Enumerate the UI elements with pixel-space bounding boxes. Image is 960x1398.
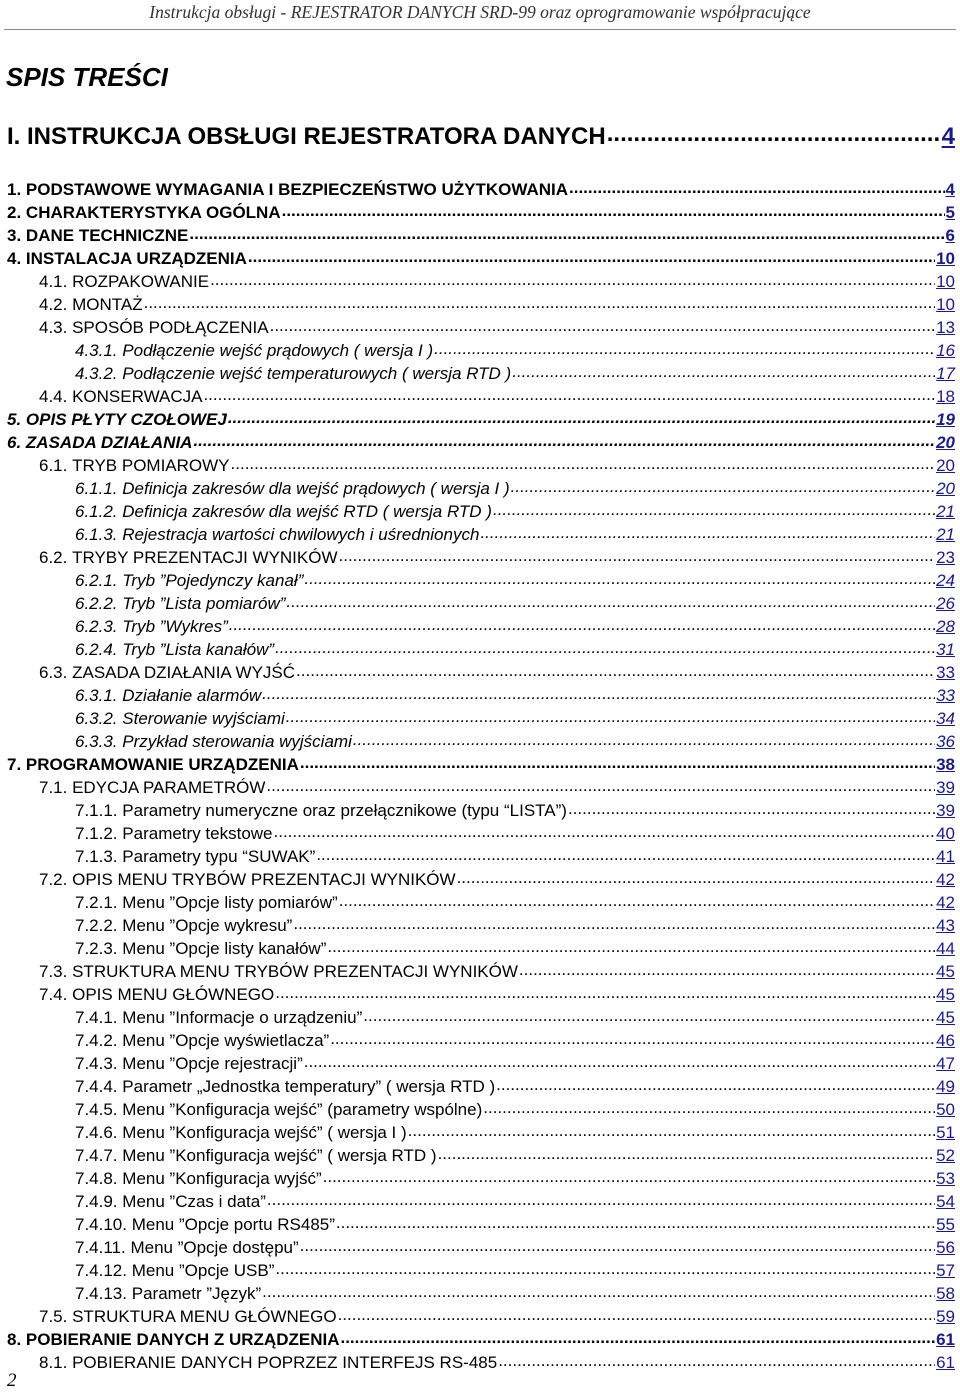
toc-entry-number: 7.4.3. [75,1054,118,1073]
toc-entry-title: POBIERANIE DANYCH Z URZĄDZENIA [25,1330,340,1349]
toc-page-link[interactable]: 38 [936,755,955,774]
toc-entry-number: 7.4.4. [75,1077,118,1096]
toc-entry[interactable] [0,1213,955,1235]
dot-leader [293,914,935,931]
toc-entry-number: 7.3. [39,962,68,981]
toc-entry[interactable] [0,1144,955,1166]
dot-leader [286,592,935,609]
toc-entry-title: Parametr ”Język” [131,1284,262,1303]
dot-leader [339,546,936,563]
toc-page-link[interactable]: 40 [936,824,955,843]
toc-entry[interactable] [0,707,955,729]
toc-page-link[interactable]: 20 [936,479,955,498]
dot-leader [330,1029,935,1046]
toc-entry-title: INSTRUKCJA OBSŁUGI REJESTRATORA DANYCH [27,123,606,150]
toc-entry-number: 7.2.2. [75,916,118,935]
toc-entry[interactable] [0,339,955,361]
toc-entry[interactable] [0,523,955,545]
toc-entry[interactable] [0,293,955,315]
toc-entry-number: 4.3.1. [75,341,118,360]
dot-leader [266,776,935,793]
toc-entry-number: 7.4.13. [75,1284,127,1303]
toc-entry-title: Menu ”Opcje dostępu” [130,1238,299,1257]
toc-entry[interactable] [0,431,955,453]
toc-entry[interactable] [0,500,955,522]
toc-entry-number: 6.2.4. [75,640,118,659]
toc-page-link[interactable]: 10 [936,272,955,291]
toc-entry[interactable] [0,1052,955,1074]
toc-entry[interactable] [0,845,955,867]
toc-title: SPIS TREŚCI [6,62,168,92]
dot-leader [339,891,935,908]
toc-entry[interactable] [0,960,955,982]
toc-page-link[interactable]: 20 [936,456,955,475]
toc-entry[interactable] [0,224,955,246]
toc-entry-number: 7.4.5. [75,1100,118,1119]
toc-entry[interactable] [0,477,955,499]
toc-entry[interactable] [0,1075,955,1097]
toc-entry-title: Podłączenie wejść prądowych ( wersja I ) [122,341,434,360]
dot-leader [511,477,935,494]
toc-entry-title: Menu ”Konfiguracja wyjść” [122,1169,322,1188]
toc-page-link[interactable]: 5 [945,203,955,222]
toc-entry[interactable] [0,1098,955,1120]
toc-entry[interactable] [0,247,955,269]
dot-leader [282,201,945,218]
toc-page-link[interactable]: 10 [936,295,955,314]
toc-page-link[interactable]: 59 [936,1307,955,1326]
dot-leader [275,638,935,655]
toc-entry-number: 4.1. [39,272,68,291]
toc-entry[interactable] [0,1305,955,1327]
dot-leader [262,1282,935,1299]
toc-page-link[interactable]: 33 [936,686,955,705]
dot-leader [270,316,935,333]
toc-entry-title: Tryb ”Pojedynczy kanał” [122,571,304,590]
toc-entry-title: MONTAŻ [72,295,143,314]
dot-leader [229,615,935,632]
toc-entry[interactable] [0,316,955,338]
toc-page-link[interactable]: 42 [936,893,955,912]
toc-entry-title: Sterowanie wyjściami [122,709,285,728]
toc-entry-number: 1. [7,180,22,199]
toc-entry-title: STRUKTURA MENU TRYBÓW PREZENTACJI WYNIKÓW [72,962,518,981]
dot-leader [480,523,935,540]
toc-entry[interactable] [0,799,955,821]
toc-entry-title: Menu ”Opcje wyświetlacza” [122,1031,330,1050]
toc-page-link[interactable]: 31 [936,640,955,659]
toc-entry-title: OPIS MENU GŁÓWNEGO [72,985,275,1004]
toc-entry-title: Menu ”Opcje USB” [131,1261,275,1280]
toc-entry-title: ZASADA DZIAŁANIA [25,433,193,452]
dot-leader [300,1236,935,1253]
toc-page-link[interactable]: 16 [936,341,955,360]
toc-entry-number: 7. [7,755,22,774]
dot-leader [607,120,941,144]
dot-leader [327,937,935,954]
toc-entry-title: Tryb ”Lista pomiarów” [122,594,286,613]
toc-entry[interactable] [0,1167,955,1189]
toc-entry-title: POBIERANIE DANYCH POPRZEZ INTERFEJS RS-485 [72,1353,498,1372]
dot-leader [304,569,935,586]
toc-entry-number: 7.4.9. [75,1192,118,1211]
dot-leader [512,362,935,379]
toc-entry-number: 6.1.2. [75,502,118,521]
toc-entry-number: 7.4.6. [75,1123,118,1142]
toc-page-link[interactable]: 33 [936,663,955,682]
toc-page-link[interactable]: 4 [945,180,955,199]
toc-entry-title: INSTALACJA URZĄDZENIA [25,249,247,268]
dot-leader [262,684,935,701]
toc-entry-title: ZASADA DZIAŁANIA WYJŚĆ [72,663,296,682]
toc-entry-title: Menu ”Opcje rejestracji” [122,1054,303,1073]
toc-entry[interactable] [0,914,955,936]
dot-leader [203,385,935,402]
toc-entry[interactable] [0,454,955,476]
toc-entry[interactable] [0,868,955,890]
toc-entry[interactable] [0,120,955,151]
toc-entry-number: 3. [7,226,22,245]
toc-page-link[interactable]: 34 [936,709,955,728]
toc-entry-number: 4.4. [39,387,68,406]
dot-leader [457,868,936,885]
toc-entry-title: Parametry tekstowe [122,824,273,843]
toc-entry-number: 6.1. [39,456,68,475]
dot-leader [296,661,935,678]
toc-entry-number: 6.2. [39,548,68,567]
toc-entry[interactable] [0,638,955,660]
dot-leader [304,1052,935,1069]
toc-entry[interactable] [0,1006,955,1028]
toc-page-link[interactable]: 45 [936,962,955,981]
toc-page-link[interactable]: 36 [936,732,955,751]
toc-entry[interactable] [0,1121,955,1143]
toc-entry[interactable] [0,178,955,200]
dot-leader [189,224,944,241]
toc-entry-title: EDYCJA PARAMETRÓW [72,778,266,797]
toc-page-link[interactable]: 61 [936,1353,955,1372]
toc-entry[interactable] [0,1328,955,1350]
toc-entry[interactable] [0,569,955,591]
dot-leader [363,1006,935,1023]
toc-entry-title: Parametr „Jednostka temperatury” ( wersja RTD ) [122,1077,496,1096]
dot-leader [267,1190,935,1207]
toc-entry[interactable] [0,684,955,706]
toc-entry-number: 7.4.12. [75,1261,127,1280]
toc-entry[interactable] [0,937,955,959]
dot-leader [193,431,935,448]
toc-page-link[interactable]: 42 [936,870,955,889]
dot-leader [286,707,935,724]
toc-page-link[interactable]: 39 [936,801,955,820]
dot-leader [338,1305,936,1322]
toc-entry-number: 7.2.1. [75,893,118,912]
toc-entry-title: Menu ”Informacje o urządzeniu” [122,1008,363,1027]
dot-leader [275,983,935,1000]
toc-page-link[interactable]: 58 [936,1284,955,1303]
toc-entry-title: Rejestracja wartości chwilowych i uśrednionych [122,525,480,544]
toc-entry-title: Menu ”Konfiguracja wejść” ( wersja RTD ) [122,1146,437,1165]
toc-page-link[interactable]: 39 [936,778,955,797]
toc-entry-title: Parametry typu “SUWAK” [122,847,316,866]
toc-entry-number: 4. [7,249,22,268]
toc-entry-number: 4.3. [39,318,68,337]
toc-entry-title: Menu ”Opcje listy kanałów” [122,939,327,958]
toc-page-link[interactable]: 51 [936,1123,955,1142]
toc-entry-title: Definicja zakresów dla wejść prądowych ( wersja I ) [122,479,510,498]
toc-entry-title: Podłączenie wejść temperaturowych ( wersja RTD ) [122,364,512,383]
toc-entry-number: 6.1.1. [75,479,118,498]
toc-entry[interactable] [0,822,955,844]
toc-entry[interactable] [0,1236,955,1258]
dot-leader [316,845,935,862]
toc-page-link[interactable]: 28 [936,617,955,636]
toc-entry-number: 6.3. [39,663,68,682]
toc-entry-number: 6.3.3. [75,732,118,751]
toc-entry[interactable] [0,730,955,752]
dot-leader [323,1167,935,1184]
toc-entry-title: Definicja zakresów dla wejść RTD ( wersja RTD ) [122,502,492,521]
dot-leader [144,293,935,310]
toc-page-link[interactable]: 23 [936,548,955,567]
dot-leader [483,1098,935,1115]
toc-entry-number: 7.5. [39,1307,68,1326]
toc-entry-number: 7.4.7. [75,1146,118,1165]
toc-entry-number: 8. [7,1330,22,1349]
running-header: Instrukcja obsługi - REJESTRATOR DANYCH SRD-99 oraz oprogramowanie współpracujące [149,2,811,22]
toc-entry-number: 7.2.3. [75,939,118,958]
toc-entry-title: Menu ”Opcje listy pomiarów” [122,893,338,912]
toc-entry-title: DANE TECHNICZNE [25,226,189,245]
toc-entry-number: 7.1.1. [75,801,118,820]
toc-entry-title: ROZPAKOWANIE [72,272,210,291]
toc-page-link[interactable]: 49 [936,1077,955,1096]
toc-entry-title: Działanie alarmów [122,686,262,705]
toc-page-link[interactable]: 43 [936,916,955,935]
toc-entry-number: 4.2. [39,295,68,314]
toc-entry-number: 7.2. [39,870,68,889]
toc-page-link[interactable]: 52 [936,1146,955,1165]
toc-entry-title: OPIS MENU TRYBÓW PREZENTACJI WYNIKÓW [72,870,456,889]
toc-page-link[interactable]: 56 [936,1238,955,1257]
toc-entry-title: Parametry numeryczne oraz przełącznikowe (typu “LISTA”) [122,801,567,820]
toc-entry[interactable] [0,270,955,292]
toc-page-link[interactable]: 44 [936,939,955,958]
toc-page-link[interactable]: 45 [936,1008,955,1027]
toc-entry-number: 7.4.1. [75,1008,118,1027]
toc-page-link[interactable]: 4 [941,123,955,150]
toc-page-link[interactable]: 46 [936,1031,955,1050]
toc-entry[interactable] [0,362,955,384]
toc-entry-number: 7.1.3. [75,847,118,866]
toc-entry-number: 6.3.1. [75,686,118,705]
dot-leader [569,178,945,195]
toc-page-link[interactable]: 61 [936,1330,955,1349]
toc-entry-number: 7.1.2. [75,824,118,843]
toc-page-link[interactable]: 54 [936,1192,955,1211]
dot-leader [568,799,935,816]
toc-entry-title: PROGRAMOWANIE URZĄDZENIA [25,755,299,774]
dot-leader [498,1351,935,1368]
toc-entry-title: PODSTAWOWE WYMAGANIA I BEZPIECZEŃSTWO UŻYTKOWANIA [25,180,569,199]
dot-leader [340,1328,935,1345]
toc-entry-number: 7.4.11. [75,1238,126,1257]
toc-entry-number: 7.1. [39,778,68,797]
toc-page-link[interactable]: 20 [936,433,955,452]
toc-entry-number: 7.4.2. [75,1031,118,1050]
toc-entry[interactable] [0,1259,955,1281]
toc-entry-number: 7.4. [39,985,68,1004]
dot-leader [248,247,935,264]
toc-entry-number: 8.1. [39,1353,68,1372]
toc-entry-number: 7.4.10. [75,1215,127,1234]
toc-entry[interactable] [0,615,955,637]
toc-entry-title: TRYB POMIAROWY [72,456,230,475]
toc-entry-title: CHARAKTERYSTYKA OGÓLNA [25,203,281,222]
toc-page-link[interactable]: 6 [945,226,955,245]
toc-entry[interactable] [0,983,955,1005]
toc-entry[interactable] [0,1190,955,1212]
dot-leader [336,1213,935,1230]
dot-leader [438,1144,936,1161]
dot-leader [353,730,935,747]
toc-entry-title: Tryb ”Wykres” [122,617,228,636]
toc-entry[interactable] [0,891,955,913]
toc-page-link[interactable]: 53 [936,1169,955,1188]
toc-entry-title: Przykład sterowania wyjściami [122,732,352,751]
dot-leader [493,500,935,517]
toc-page-link[interactable]: 57 [936,1261,955,1280]
dot-leader [274,822,936,839]
toc-page-link[interactable]: 26 [936,594,955,613]
toc-entry-number: 6. [7,433,22,452]
toc-entry[interactable] [0,1351,955,1373]
toc-entry[interactable] [0,661,955,683]
toc-entry[interactable] [0,592,955,614]
toc-page-link[interactable]: 41 [936,847,955,866]
toc-entry[interactable] [0,385,955,407]
toc-page-link[interactable]: 21 [936,502,955,521]
toc-entry-number: 7.4.8. [75,1169,118,1188]
toc-entry-title: Tryb ”Lista kanałów” [122,640,275,659]
toc-entry[interactable] [0,546,955,568]
toc-entry-number: I. [7,123,21,150]
toc-entry-number: 6.1.3. [75,525,118,544]
toc-entry-title: Menu ”Opcje portu RS485” [131,1215,335,1234]
toc-entry-title: Menu ”Konfiguracja wejść” ( wersja I ) [122,1123,407,1142]
dot-leader [210,270,935,287]
toc-entry-number: 4.3.2. [75,364,118,383]
dot-leader [496,1075,935,1092]
toc-entry-title: SPOSÓB PODŁĄCZENIA [72,318,269,337]
toc-entry-number: 5. [7,410,22,429]
dot-leader [228,408,935,425]
dot-leader [300,753,935,770]
toc-entry[interactable] [0,776,955,798]
toc-entry-number: 6.2.1. [75,571,118,590]
page-number: 2 [7,1370,17,1391]
toc-entry[interactable] [0,408,955,430]
toc-entry-title: Menu ”Czas i data” [122,1192,266,1211]
toc-entry-title: Menu ”Konfiguracja wejść” (parametry wspólne) [122,1100,483,1119]
toc-entry-title: OPIS PŁYTY CZOŁOWEJ [25,410,227,429]
toc-entry-title: Menu ”Opcje wykresu” [122,916,293,935]
dot-leader [275,1259,935,1276]
toc-page-link[interactable]: 55 [936,1215,955,1234]
dot-leader [434,339,935,356]
toc-entry-number: 6.2.2. [75,594,118,613]
toc-entry[interactable] [0,1029,955,1051]
toc-page-link[interactable]: 21 [936,525,955,544]
toc-entry-title: KONSERWACJA [72,387,203,406]
dot-leader [519,960,935,977]
toc-entry[interactable] [0,1282,955,1304]
dot-leader [408,1121,935,1138]
toc-entry[interactable] [0,753,955,775]
toc-page-link[interactable]: 19 [936,410,955,429]
toc-page-link[interactable]: 17 [936,364,955,383]
toc-page-link[interactable]: 47 [936,1054,955,1073]
toc-page-link[interactable]: 13 [936,318,955,337]
toc-page-link[interactable]: 45 [936,985,955,1004]
toc-page-link[interactable]: 50 [936,1100,955,1119]
toc-entry-number: 6.2.3. [75,617,118,636]
toc-entry-title: TRYBY PREZENTACJI WYNIKÓW [72,548,338,567]
dot-leader [231,454,936,471]
toc-entry[interactable] [0,201,955,223]
toc-entry-number: 2. [7,203,22,222]
toc-entry-number: 6.3.2. [75,709,118,728]
toc-entry-title: STRUKTURA MENU GŁÓWNEGO [72,1307,337,1326]
toc-page-link[interactable]: 18 [936,387,955,406]
toc-page-link[interactable]: 10 [936,249,955,268]
toc-page-link[interactable]: 24 [936,571,955,590]
